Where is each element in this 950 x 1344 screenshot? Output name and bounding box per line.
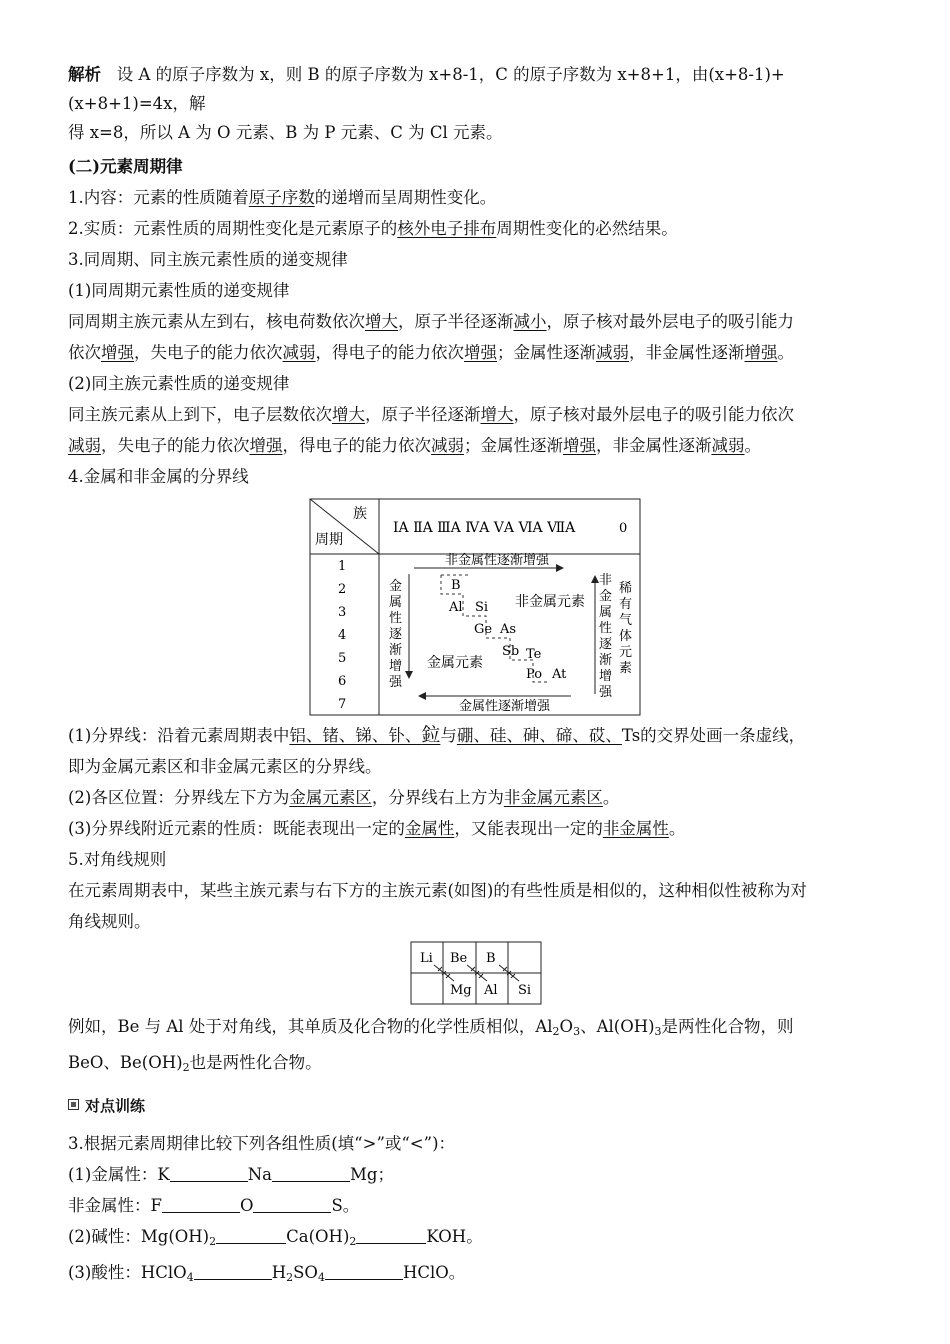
q3-part-1 [68,1159,886,1190]
answer-underline: 减弱 [431,436,464,455]
text: ，非金属性逐渐 [629,343,745,362]
element-Ge: Ge [474,622,493,637]
right-arrow-label [599,572,613,700]
text: Na [247,1165,272,1184]
item-3-1-text [68,306,886,368]
item-4-3 [68,813,886,844]
subscript: 2 [209,1235,217,1248]
svg-text:有: 有 [619,597,633,612]
text: (2)各区位置：分界线左下方为 [68,788,290,807]
practice-icon [68,1099,79,1110]
text: F [150,1196,162,1215]
text: Mg； [349,1165,394,1184]
svg-text:性: 性 [389,611,403,626]
period-7: 7 [338,697,347,712]
element-As: As [500,622,517,637]
answer-underline: 铝、锗、锑、钋、 [289,726,422,745]
answer-underline: 鉝 [421,724,441,746]
text: Al [535,1017,553,1036]
analysis-text-1: 设 A 的原子序数为 x，则 B 的原子序数为 x+8-1，C 的原子序数为 x+8+1，由(x+8-1)+(x+8+1)=4x，解 [68,65,785,113]
text: 依次 [68,343,101,362]
text: O [559,1017,574,1036]
example-line-1 [68,1011,886,1047]
answer-underline: 非金属元素区 [503,788,603,807]
text: HClO。 [402,1263,466,1282]
item-4-2 [68,782,886,813]
text: ，原子半径逐渐 [365,405,481,424]
analysis-label: 解析 [68,65,101,84]
answer-underline: 增大 [332,405,365,424]
answer-underline: 减弱 [596,343,629,362]
answer-underline: 金属性 [404,819,455,838]
subscript: 2 [286,1271,294,1284]
section-title: (二)元素周期律 [68,157,183,176]
diagonal-grid [410,941,544,1007]
group-zero: 0 [619,521,628,536]
svg-text:性: 性 [599,621,613,636]
period-numbers [338,559,346,712]
document-page [68,60,886,1293]
answer-underline: 硼、硅、砷、碲、砹、 [456,726,622,745]
answer-blank[interactable] [272,1167,350,1182]
subscript: 3 [573,1025,581,1038]
answer-blank[interactable] [216,1229,286,1244]
answer-underline: 减弱 [711,436,745,455]
item-3: 3.同周期、同主族元素性质的递变规律 [68,250,348,269]
subscript: 4 [317,1271,325,1284]
period-6: 6 [338,674,347,689]
svg-text:强: 强 [389,675,403,690]
analysis-line-1 [68,60,886,118]
text: ，失电子的能力依次 [101,436,250,455]
answer-blank[interactable] [325,1265,403,1280]
svg-text:素: 素 [619,661,633,676]
text: (2)碱性： [68,1227,141,1246]
item-5-text-1: 在元素周期表中，某些主族元素与右下方的主族元素(如图)的有些性质是相似的，这种相似性被称为对 [68,881,807,900]
group-headers: ⅠA ⅡA ⅢA ⅣA ⅤA ⅥA ⅦA [393,520,576,536]
corner-group-label: 族 [353,506,367,522]
q3-part-3 [68,1257,886,1293]
text: 是两性化合物，则 [661,1017,794,1036]
answer-underline: 增强 [101,343,134,362]
text: Ts的交界处画一条虚线， [621,726,806,745]
answer-underline: 核外电子排布 [397,219,497,238]
q3-part-2 [68,1221,886,1257]
text: SO [293,1263,318,1282]
element-Te: Te [526,647,542,662]
period-5: 5 [338,651,347,666]
svg-text:渐: 渐 [599,653,613,668]
answer-underline: 增强 [464,343,497,362]
text: BeO、Be(OH) [68,1053,183,1072]
text: (3)分界线附近元素的性质：既能表现出一定的 [68,819,405,838]
rare-gas-label [619,580,632,676]
answer-underline: 减弱 [68,436,101,455]
answer-underline: 增大 [365,312,398,331]
text: (1)分界线：沿着元素周期表中 [68,726,290,745]
top-arrow-label: 非金属性逐渐增强 [445,553,550,568]
practice-label: 对点训练 [85,1097,146,1115]
text: 。 [668,819,686,838]
text: ，原子核对最外层电子的吸引能力依次 [513,405,794,424]
bottom-arrow-label: 金属性逐渐增强 [459,699,551,714]
element-Sb: Sb [502,644,520,659]
boundary-figure [309,498,641,716]
text: 周期性变化的必然结果。 [496,219,678,238]
svg-text:属: 属 [389,595,403,610]
element-Si: Si [475,600,489,615]
text: ，得电子的能力依次 [315,343,464,362]
svg-text:元: 元 [619,645,633,660]
text: 2.实质：元素性质的周期性变化是元素原子的 [68,219,398,238]
practice-header [68,1091,886,1122]
text: H [271,1263,287,1282]
text: K [157,1165,170,1184]
subscript: 3 [654,1025,662,1038]
text: ，失电子的能力依次 [134,343,283,362]
item-4-1-cont: 即为金属元素区和非金属元素区的分界线。 [68,757,382,776]
text: 。 [777,343,794,362]
answer-underline: 减弱 [282,343,316,362]
svg-text:强: 强 [599,685,613,700]
cell-Li: Li [420,951,433,966]
text: ，又能表现出一定的 [454,819,603,838]
item-1 [68,182,886,213]
element-Al: Al [449,600,463,615]
text: 的递增而呈周期性变化。 [314,188,497,207]
answer-underline: 增大 [480,405,514,424]
text: 非金属性： [68,1196,151,1215]
text: O [239,1196,254,1215]
text: 也是两性化合物。 [189,1053,322,1072]
text: ，原子核对最外层电子的吸引能力 [546,312,794,331]
answer-blank[interactable] [162,1198,240,1213]
text: ，得电子的能力依次 [282,436,431,455]
svg-text:非: 非 [599,573,613,588]
answer-underline: 原子序数 [248,188,315,207]
svg-text:增: 增 [599,669,613,684]
svg-text:金: 金 [599,589,613,604]
text: HClO [140,1263,187,1282]
item-3-2-title: (2)同主族元素性质的递变规律 [68,374,290,393]
cell-Al: Al [484,983,498,998]
text: 同周期主族元素从左到右，核电荷数依次 [68,312,365,331]
text: KOH。 [426,1227,483,1246]
left-arrow-label [389,578,403,690]
answer-underline: 增强 [249,436,283,455]
nonmetal-label: 非金属元素 [515,594,585,610]
element-At: At [552,667,567,682]
metal-label: 金属元素 [427,655,483,671]
text: ；金属性逐渐 [497,343,596,362]
period-4: 4 [338,628,347,643]
text: ，分界线右上方为 [371,788,504,807]
text: 。 [602,788,620,807]
svg-text:渐: 渐 [389,643,403,658]
answer-blank[interactable] [253,1198,331,1213]
svg-text:逐: 逐 [389,627,403,642]
text: 同主族元素从上到下，电子层数依次 [68,405,332,424]
period-3: 3 [338,605,347,620]
text: ，非金属性逐渐 [596,436,712,455]
corner-period-label: 周期 [315,532,343,548]
svg-text:逐: 逐 [599,637,613,652]
subscript: 4 [186,1271,194,1284]
answer-underline: 减小 [513,312,547,331]
text: 例如，Be 与 Al 处于对角线，其单质及化合物的化学性质相似， [68,1017,536,1036]
svg-text:属: 属 [599,605,613,620]
svg-text:金: 金 [389,579,403,594]
answer-blank[interactable] [194,1265,272,1280]
text: Mg(OH) [140,1227,210,1246]
text: 、Al(OH) [580,1017,655,1036]
answer-underline: 增强 [563,436,596,455]
diagonal-figure [410,941,544,1007]
subscript: 2 [349,1235,357,1248]
q3-title: 3.根据元素周期律比较下列各组性质(填“>”或“<”)： [68,1134,456,1153]
svg-text:稀: 稀 [619,581,633,596]
svg-text:体: 体 [619,629,633,644]
answer-blank[interactable] [356,1229,426,1244]
element-Po: Po [526,667,543,682]
cell-B: B [486,951,496,966]
svg-text:增: 增 [389,659,403,674]
cell-Mg: Mg [450,983,472,998]
period-2: 2 [338,582,347,597]
item-5: 5.对角线规则 [68,850,167,869]
answer-underline: 增强 [744,343,778,362]
text: S。 [331,1196,360,1215]
period-1: 1 [338,559,347,574]
answer-underline: 非金属性 [602,819,669,838]
analysis-line-2: 得 x=8，所以 A 为 O 元素、B 为 P 元素、C 为 Cl 元素。 [68,123,503,142]
item-4-1 [68,720,886,751]
svg-text:气: 气 [619,613,633,628]
subscript: 2 [552,1025,560,1038]
item-5-text-2: 角线规则。 [68,912,151,931]
text: ；金属性逐渐 [464,436,563,455]
cell-Si: Si [518,983,532,998]
text: Ca(OH) [286,1227,350,1246]
text: 。 [744,436,761,455]
example-line-2 [68,1047,886,1083]
element-B: B [451,578,461,593]
text: 与 [440,726,457,745]
boundary-diagram [309,498,641,716]
text: ，原子半径逐渐 [398,312,514,331]
answer-underline: 金属元素区 [289,788,372,807]
item-3-1-title: (1)同周期元素性质的递变规律 [68,281,290,300]
item-4: 4.金属和非金属的分界线 [68,467,249,486]
q3-part-1b [68,1190,886,1221]
answer-blank[interactable] [170,1167,248,1182]
item-2 [68,213,886,244]
item-3-2-text [68,399,886,461]
text: (1)金属性： [68,1165,158,1184]
text: 1.内容：元素的性质随着 [68,188,249,207]
cell-Be: Be [450,951,468,966]
subscript: 2 [182,1061,190,1074]
text: (3)酸性： [68,1263,141,1282]
